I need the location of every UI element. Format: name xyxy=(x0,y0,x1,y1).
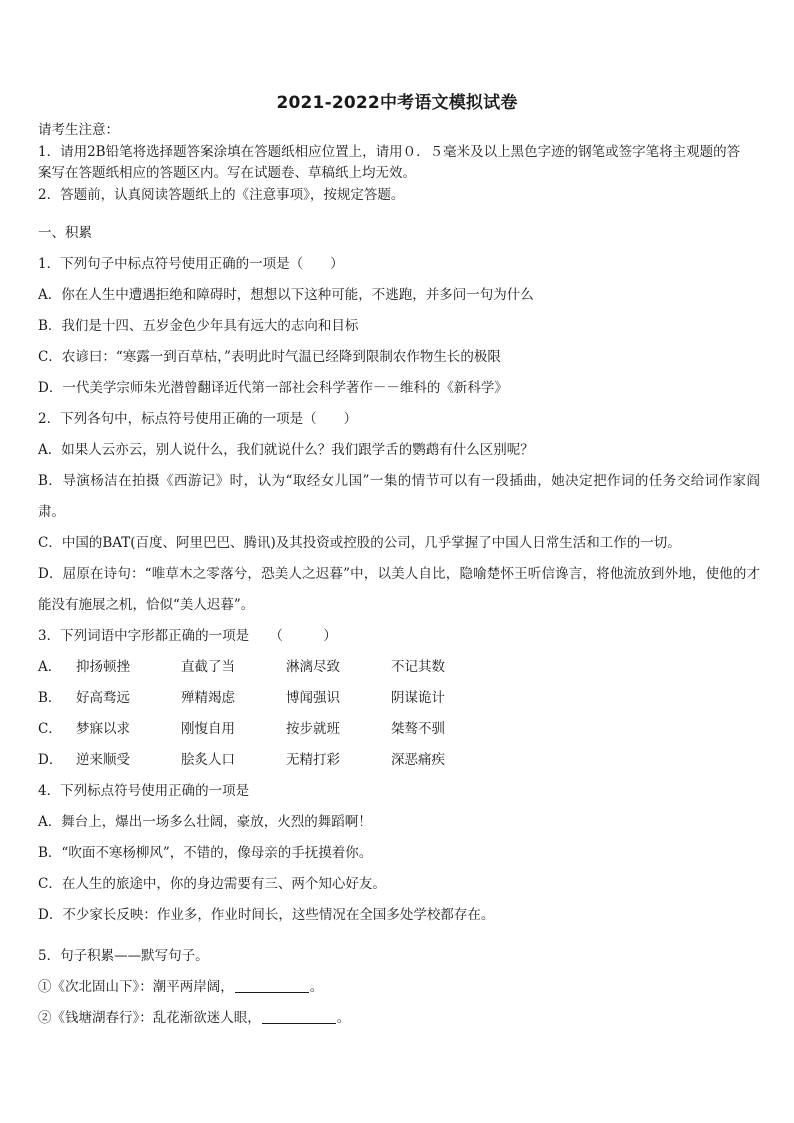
q1-stem: 1．下列句子中标点符号使用正确的一项是（ ） xyxy=(38,256,344,272)
q2-stem: 2．下列各句中，标点符号使用正确的一项是（ ） xyxy=(38,411,358,427)
q5-item-1-blank xyxy=(235,978,309,993)
q3-stem: 3．下列词语中字形都正确的一项是 （ ） xyxy=(38,628,337,644)
q5-item-1-end: 。 xyxy=(309,979,324,995)
q5-item-1-text: ①《次北固山下》：潮平两岸阔， xyxy=(38,979,234,995)
notice-block xyxy=(38,120,760,206)
q3-d-word-2: 脍炙人口 xyxy=(181,752,235,768)
q3-b-word-4: 阴谋诡计 xyxy=(391,690,445,706)
q3-b-word-2: 殚精竭虑 xyxy=(181,690,235,706)
q3-option-b xyxy=(38,683,760,714)
q3-d-word-1: 逆来顺受 xyxy=(76,752,130,768)
notice-line-2: 案写在答题纸相应的答题区内。写在试题卷、草稿纸上均无效。 xyxy=(38,165,416,181)
q5-item-2-blank xyxy=(262,1009,336,1024)
exam-title: 2021-2022中考语文模拟试卷 xyxy=(276,93,518,113)
q5-item-2-text: ②《钱塘湖春行》：乱花渐欲迷人眼， xyxy=(38,1010,261,1026)
q3-d-word-3: 无精打彩 xyxy=(286,752,340,768)
q1-option-c: C．农谚曰：“寒露一到百草枯，”表明此时气温已经降到限制农作物生长的极限 xyxy=(38,349,501,365)
q3-b-word-1: 好高骛远 xyxy=(76,690,130,706)
q3-d-word-4: 深恶痛疾 xyxy=(391,752,445,768)
q4-stem: 4．下列标点符号使用正确的一项是 xyxy=(38,783,250,799)
q4-option-c: C．在人生的旅途中，你的身边需要有三、两个知心好友。 xyxy=(38,876,386,892)
q4-option-a: A．舞台上，爆出一场多么壮阔，豪放，火烈的舞蹈啊！ xyxy=(38,814,372,830)
q2-option-b: B．导演杨洁在拍摄《西游记》时，认为“取经女儿国”一集的情节可以有一段插曲，她决定把作词的任务交给词作家阎肃。 xyxy=(38,473,760,520)
q3-b-word-3: 博闻强识 xyxy=(286,690,340,706)
q1-option-d: D．一代美学宗师朱光潜曾翻译近代第一部社会科学著作－－维科的《新科学》 xyxy=(38,380,508,396)
q3-a-word-4: 不记其数 xyxy=(391,659,445,675)
q2-option-a: A．如果人云亦云，别人说什么，我们就说什么？我们跟学舌的鹦鹉有什么区别呢？ xyxy=(38,442,534,458)
q5-item-2-end: 。 xyxy=(336,1010,351,1026)
q3-option-d-label: D． xyxy=(38,752,63,768)
q3-option-c xyxy=(38,714,760,745)
q3-option-b-label: B． xyxy=(38,690,62,706)
q3-c-word-1: 梦寐以求 xyxy=(76,721,130,737)
q5-item-2 xyxy=(38,1003,760,1034)
q3-option-d xyxy=(38,745,760,776)
q3-c-word-4: 桀骜不驯 xyxy=(391,721,445,737)
exam-content xyxy=(38,120,760,1034)
q3-a-word-3: 淋漓尽致 xyxy=(286,659,340,675)
notice-heading: 请考生注意： xyxy=(38,122,119,138)
q3-a-word-1: 抑扬顿挫 xyxy=(76,659,130,675)
q5-item-1 xyxy=(38,972,760,1003)
q4-option-d: D．不少家长反映：作业多，作业时间长，这些情况在全国多处学校都存在。 xyxy=(38,907,495,923)
q3-option-a-label: A． xyxy=(38,659,62,675)
q3-a-word-2: 直截了当 xyxy=(181,659,235,675)
q2-option-c: C．中国的BAT(百度、阿里巴巴、腾讯)及其投资或控股的公司，几乎掌握了中国人日常生活和工作的一切。 xyxy=(38,535,681,551)
q4-option-b: B．“吹面不寒杨柳风”，不错的，像母亲的手抚摸着你。 xyxy=(38,845,373,861)
q2-option-d: D．屈原在诗句：“唯草木之零落兮，恐美人之迟暮”中，以美人自比，隐喻楚怀王听信谗言，将他流放到外地，使他的才能没有施展之机，恰似“美人迟暮”。 xyxy=(38,566,760,613)
section-heading: 一、积累 xyxy=(38,225,92,241)
notice-line-3: 2．答题前，认真阅读答题纸上的《注意事项》，按规定答题。 xyxy=(38,186,405,203)
q3-c-word-3: 按步就班 xyxy=(286,721,340,737)
q1-option-a: A．你在人生中遭遇拒绝和障碍时，想想以下这种可能，不逃跑，并多问一句为什么 xyxy=(38,287,534,303)
q3-c-word-2: 刚愎自用 xyxy=(181,721,235,737)
q1-option-b: B．我们是十四、五岁金色少年具有远大的志向和目标 xyxy=(38,318,359,334)
q3-option-a xyxy=(38,652,760,683)
q5-stem: 5．句子积累——默写句子。 xyxy=(38,948,209,964)
q3-option-c-label: C． xyxy=(38,721,62,737)
notice-line-1: 1．请用2B铅笔将选择题答案涂填在答题纸相应位置上，请用０．５毫米及以上黑色字迹的钢笔或签字笔将主观题的答 xyxy=(38,143,741,160)
